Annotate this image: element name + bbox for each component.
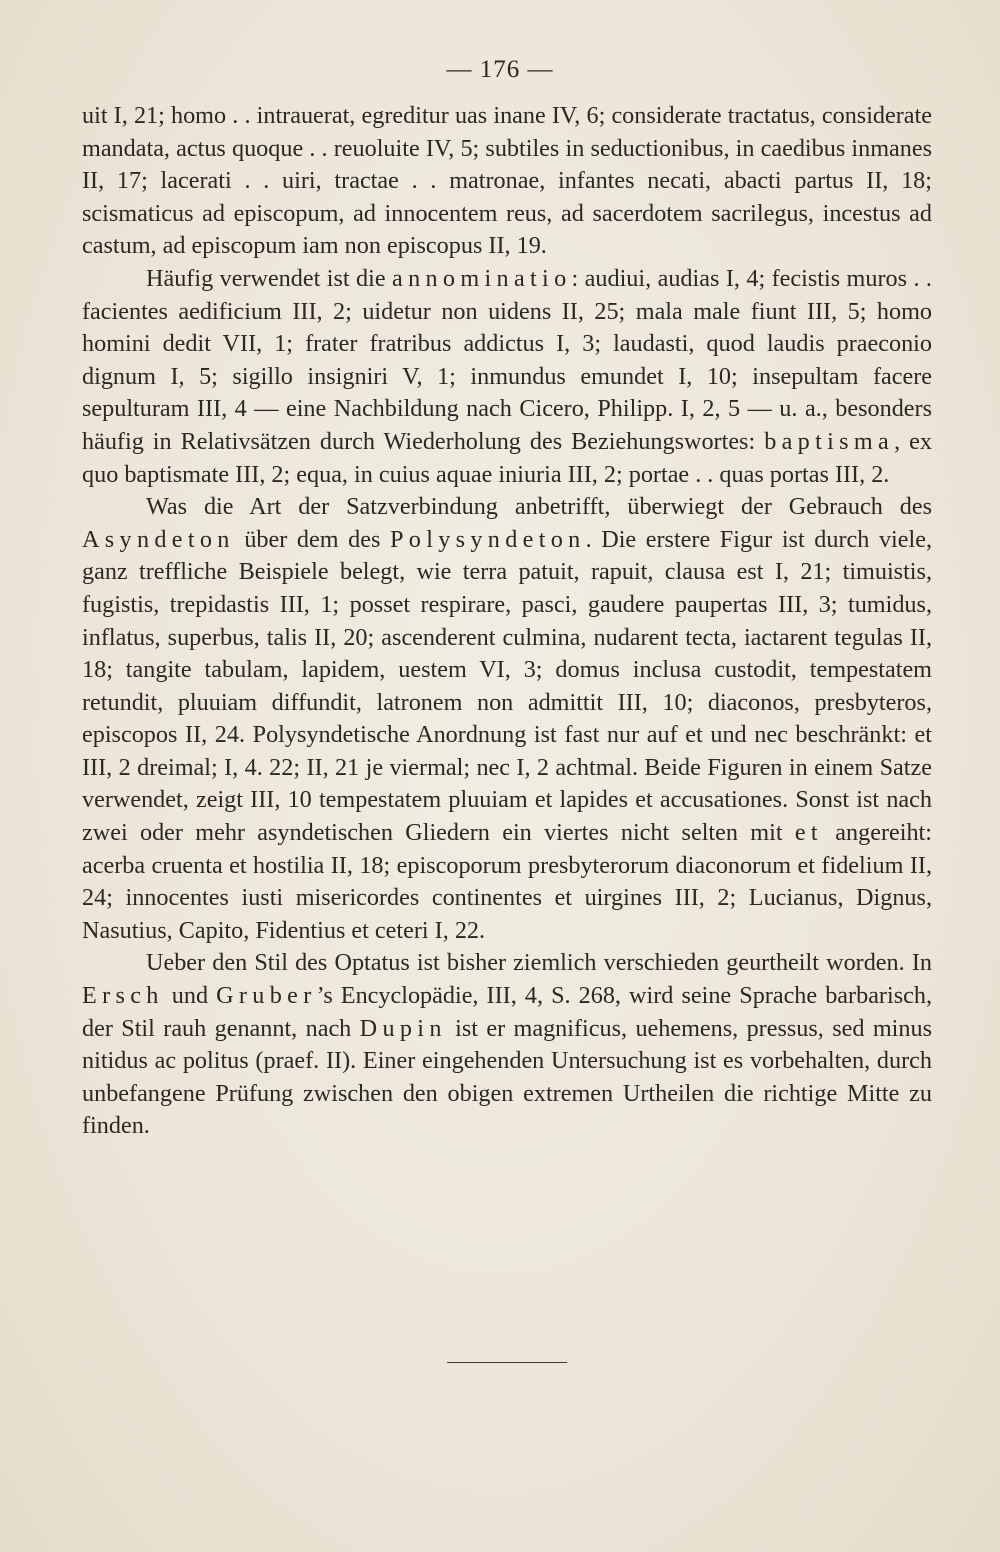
spaced-emphasis-text: Dupin xyxy=(359,1014,447,1042)
body-text xyxy=(82,100,932,1143)
closing-rule xyxy=(447,1362,567,1363)
text-run: und xyxy=(163,982,217,1010)
text-run: Häufig verwendet ist die xyxy=(146,264,393,292)
paragraph xyxy=(82,100,932,263)
text-run: , ex quo baptismate III, 2; equa, in cuius aquae iniuria III, 2; portae . . quas portas III, 2. xyxy=(82,427,932,488)
text-run: ist er magnificus, uehemens, pressus, sed minus nitidus ac politus (praef. II). Einer eingehenden Untersuchung ist es vorbehalten, durch unbefangene Prüfung zwischen den obigen extremen Urtheilen die richtige Mitte zu finden. xyxy=(82,1014,932,1140)
text-run: angereiht: acerba cruenta et hostilia II, 18; episcoporum presbyterorum diaconorum et fidelium II, 24; innocentes iusti misericordes continentes et uirgines III, 2; Lucianus, Dignus, Nasutius, Capito, Fidentius et ceteri I, 22. xyxy=(82,819,932,944)
paragraph xyxy=(82,491,932,947)
paragraph xyxy=(82,263,932,491)
spaced-emphasis-text: Gruber xyxy=(216,982,317,1010)
spaced-emphasis-text: et xyxy=(794,819,823,847)
text-run: : audiui, audias I, 4; fecistis muros . . facientes aedificium III, 2; uidetur non uidens II, 25; mala male fiunt III, 5; homo homini dedit VII, 1; frater fratribus addictus I, 3; laudasti, quod laudis praeconio dignum I, 5; sigillo insigniri V, 1; inmundus emundet I, 10; insepultam facere sepulturam III, 4 — eine Nachbildung nach Cicero, Philipp. I, 2, 5 — u. a., besonders häufig in Relativsätzen durch Wiederholung des Beziehungswortes: xyxy=(82,264,932,455)
text-run: ’s Encyclopädie, III, 4, S. 268, wird seine Sprache barbarisch, der Stil rauh genannt, nach xyxy=(82,982,932,1042)
text-run: Was die Art der Satzverbindung anbetrifft, überwiegt der Gebrauch des xyxy=(146,493,932,521)
spaced-emphasis-text: baptisma xyxy=(764,427,895,455)
spaced-emphasis-text: annominatio xyxy=(392,264,572,292)
spaced-emphasis-text: Ersch xyxy=(82,982,164,1010)
page-number: — 176 — xyxy=(446,56,554,83)
spaced-emphasis-text: Polysyndeton xyxy=(390,525,586,553)
text-run: über dem des xyxy=(234,525,390,553)
text-run: Ueber den Stil des Optatus ist bisher ziemlich verschieden geurtheilt worden. In xyxy=(146,949,932,977)
text-run: . Die erstere Figur ist durch viele, ganz treffliche Beispiele belegt, wie terra patuit, rapuit, clausa est I, 21; timuistis, fugistis, trepidastis III, 1; posset respirare, pasci, gaudere paupertas III, 3; tumidus, inflatus, superbus, talis II, 20; ascenderent culmina, nudarent tecta, iactarent tegulas II, 18; tangite tabulam, lapidem, uestem VI, 3; domus inclusa custodit, tempestatem retundit, pluuiam diffundit, latronem non admittit III, 10; diaconos, presbyteros, episcopos II, 24. Polysyndetische Anordnung ist fast nur auf et und nec beschränkt: et III, 2 dreimal; I, 4. 22; II, 21 je viermal; nec I, 2 achtmal. Beide Figuren in einem Satze verwendet, zeigt III, 10 tempestatem pluuiam et lapides et accusationes. Sonst ist nach zwei oder mehr asyndetischen Gliedern ein viertes nicht selten mit xyxy=(82,525,932,847)
text-run: uit I, 21; homo . . intrauerat, egreditur uas inane IV, 6; considerate tractatus, considerate mandata, actus quoque . . reuoluite IV, 5; subtiles in seductionibus, in caedibus inmanes II, 17; lacerati . . uiri, tractae . . matronae, infantes necati, abacti partus II, 18; scismaticus ad episcopum, ad innocentem reus, ad sacerdotem sacrilegus, incestus ad castum, ad episcopum iam non episcopus II, 19. xyxy=(82,102,932,260)
spaced-emphasis-text: Asyndeton xyxy=(82,525,235,553)
paragraph xyxy=(82,947,932,1143)
